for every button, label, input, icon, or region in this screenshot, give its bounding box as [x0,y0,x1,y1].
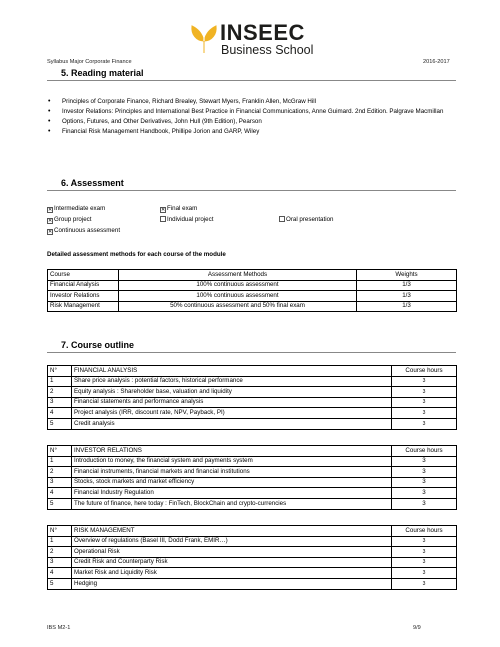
checkbox-empty-icon [160,216,166,222]
table-header: N° [48,526,72,537]
table-row [48,376,457,387]
table-cell: 3 [48,397,72,408]
table-row [48,301,457,312]
reading-item: • Principles of Corporate Finance, Richard Brealey, Stewart Myers, Franklin Allen, McGraw Hill [47,97,457,107]
table-header: INVESTOR RELATIONS [72,446,392,457]
checkbox-intermediate-exam[interactable] [47,205,105,213]
table-header: Course hours [392,446,457,457]
table-cell: 4 [48,488,72,499]
table-cell: 3 [392,536,457,547]
table-cell: Financial Industry Regulation [72,488,392,499]
table-cell: 3 [392,578,457,589]
outline-risk-management-table [47,525,457,590]
reading-item: • Investor Relations: Principles and International Best Practice in Financial Communications, Anne Guimard. 2nd Edition. Palgrave Macmillan [47,107,457,117]
table-cell: 4 [48,568,72,579]
table-cell: 1/3 [357,280,457,291]
table-row [48,397,457,408]
table-cell: 3 [392,568,457,579]
table-cell: Market Risk and Liquidity Risk [72,568,392,579]
table-header: N° [48,446,72,457]
table-cell: Stocks, stock markets and market efficiency [72,477,392,488]
table-row [48,291,457,302]
table-cell: Risk Management [48,301,119,312]
checkbox-continuous-assessment[interactable] [47,227,120,235]
table-cell: 100% continuous assessment [119,280,357,291]
table-cell: 1/3 [357,301,457,312]
checkbox-checked-icon: ✕ [48,218,53,224]
table-cell: 3 [392,467,457,478]
table-row [48,387,457,398]
outline-financial-analysis-table [47,365,457,430]
table-cell: 3 [392,397,457,408]
ginkgo-leaf-icon [190,24,218,54]
table-cell: 5 [48,418,72,429]
table-cell: The future of finance, here today : FinTech, BlockChain and crypto-currencies [72,498,392,509]
table-cell: Investor Relations [48,291,119,302]
table-cell: 5 [48,578,72,589]
table-cell: 5 [48,498,72,509]
footer-code: IBS M2-1 [47,625,71,631]
table-cell: 3 [48,557,72,568]
table-cell: Financial Analysis [48,280,119,291]
table-row [48,467,457,478]
checkbox-label: Continuous assessment [54,227,121,234]
checkbox-checked-icon: ✕ [48,207,53,213]
checkbox-individual-project[interactable] [160,216,213,223]
checkbox-label: Final exam [167,205,198,212]
table-cell: 3 [392,547,457,558]
table-cell: Introduction to money, the financial system and payments system [72,456,392,467]
table-cell: Hedging [72,578,392,589]
table-cell: 3 [48,477,72,488]
table-row [48,280,457,291]
table-row [48,578,457,589]
checkbox-group-project[interactable] [47,216,92,224]
table-cell: 2 [48,467,72,478]
table-cell: 3 [392,456,457,467]
table-cell: 3 [392,557,457,568]
table-cell: Credit Risk and Counterparty Risk [72,557,392,568]
table-cell: Operational Risk [72,547,392,558]
table-row [48,568,457,579]
table-cell: Overview of regulations (Basel III, Dodd Frank, EMIR…) [72,536,392,547]
section-assessment: 6. Assessment [47,178,456,191]
table-header-row [48,526,457,537]
reading-list [47,97,457,137]
table-header: N° [48,366,72,377]
table-header-row [48,446,457,457]
checkbox-label: Oral presentation [286,216,334,223]
checkbox-checked-icon: ✕ [161,207,166,213]
checkbox-oral-presentation[interactable] [279,216,333,223]
table-cell: 4 [48,408,72,419]
table-header: RISK MANAGEMENT [72,526,392,537]
table-row [48,418,457,429]
table-cell: 3 [392,387,457,398]
table-cell: 50% continuous assessment and 50% final exam [119,301,357,312]
header-year: 2016-2017 [423,59,450,65]
checkbox-empty-icon [279,216,285,222]
header-course-title: Syllabus Major Corporate Finance [47,59,132,65]
logo-school: Business School [221,43,314,57]
table-header: Weights [357,270,457,281]
assessment-subtitle: Detailed assessment methods for each course of the module [47,251,226,258]
table-cell: 3 [392,488,457,499]
checkbox-checked-icon: ✕ [48,229,53,235]
table-cell: 1 [48,536,72,547]
table-cell: 1 [48,456,72,467]
table-header-row [48,270,457,281]
table-row [48,456,457,467]
table-cell: 1 [48,376,72,387]
table-cell: 1/3 [357,291,457,302]
checkbox-label: Group project [54,216,92,223]
table-cell: Credit analysis [72,418,392,429]
section-course-outline: 7. Course outline [47,340,456,353]
table-cell: Share price analysis : potential factors, historical performance [72,376,392,387]
table-cell: 3 [392,477,457,488]
table-header: Course [48,270,119,281]
reading-item: • Financial Risk Management Handbook, Phillipe Jorion and GARP, Wiley [47,127,457,137]
reading-item: • Options, Futures, and Other Derivatives, John Hull (9th Edition), Pearson [47,117,457,127]
footer-page-number: 9/9 [413,625,421,631]
table-cell: Financial instruments, financial markets and financial institutions [72,467,392,478]
assessment-table [47,269,457,312]
outline-investor-relations-table [47,445,457,510]
table-cell: Equity analysis : Shareholder base, valuation and liquidity [72,387,392,398]
table-row [48,477,457,488]
table-row [48,408,457,419]
table-header: Course hours [392,366,457,377]
table-row [48,557,457,568]
table-row [48,488,457,499]
table-cell: Financial statements and performance analysis [72,397,392,408]
checkbox-label: Intermediate exam [54,205,106,212]
table-cell: 3 [392,408,457,419]
table-cell: 3 [392,376,457,387]
table-cell: 3 [392,498,457,509]
section-reading-material: 5. Reading material [47,68,456,81]
table-cell: 2 [48,387,72,398]
checkbox-final-exam[interactable] [160,205,197,213]
table-header: Course hours [392,526,457,537]
table-header: FINANCIAL ANALYSIS [72,366,392,377]
table-cell: 3 [392,418,457,429]
table-cell: Project analysis (IRR, discount rate, NPV, Payback, PI) [72,408,392,419]
checkbox-label: Individual project [167,216,214,223]
table-row [48,536,457,547]
inseec-logo [190,22,320,56]
table-row [48,498,457,509]
table-row [48,547,457,558]
logo-wordmark: INSEEC [220,20,305,45]
table-header: Assessment Methods [119,270,357,281]
table-cell: 100% continuous assessment [119,291,357,302]
table-header-row [48,366,457,377]
table-cell: 2 [48,547,72,558]
